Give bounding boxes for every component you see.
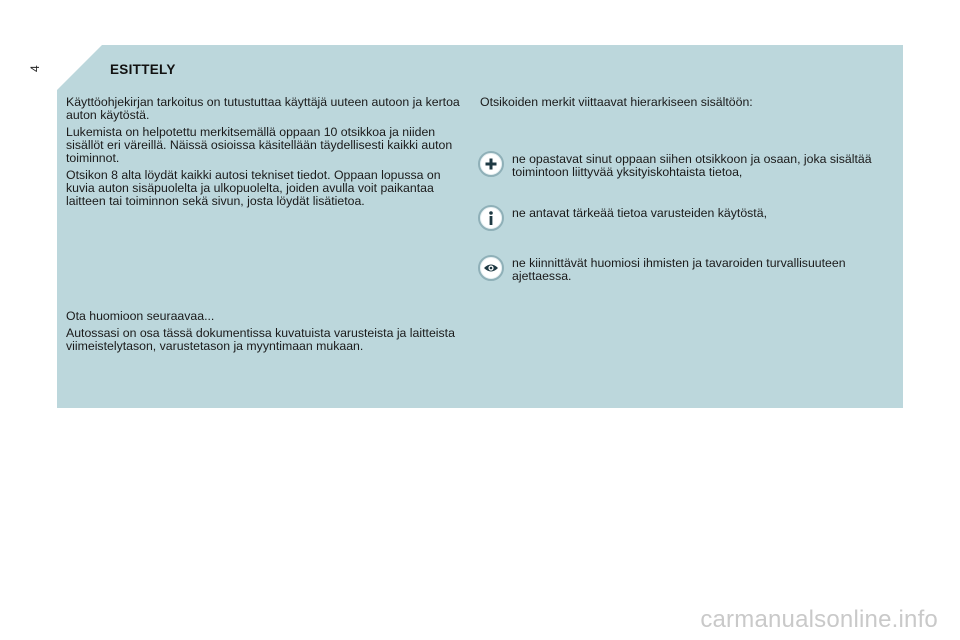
eye-icon xyxy=(478,255,504,281)
page-number: 4 xyxy=(28,65,42,72)
paragraph-purpose: Käyttöohjekirjan tarkoitus on tutustuttaa käyttäjä uuteen autoon ja kertoa auton käytöstä. xyxy=(66,95,460,122)
legend-item-eye xyxy=(478,256,898,283)
legend-text-info: ne antavat tärkeää tietoa varusteiden käytöstä, xyxy=(512,206,767,220)
legend-text-plus: ne opastavat sinut oppaan siihen otsikkoon ja osaan, joka sisältää toimintoon liittyvää yksityiskohtaista tietoa, xyxy=(512,152,872,179)
section-title: ESITTELY xyxy=(110,62,176,77)
legend-item-plus xyxy=(478,152,898,179)
note-text: Autossasi on osa tässä dokumentissa kuvatuista varusteista ja laitteista viimeistelytason, varustetason ja myyntimaan mukaan. xyxy=(66,326,455,353)
plus-icon xyxy=(478,151,504,177)
watermark: carmanualsonline.info xyxy=(700,606,938,633)
paragraph-technical: Otsikon 8 alta löydät kaikki autosi tekniset tiedot. Oppaan lopussa on kuvia auton sisäpuolelta ja ulkopuolelta, joiden avulla voit paikantaa laitteen tai toiminnon sekä sivun, josta löydät lisätietoa. xyxy=(66,168,441,208)
legend-text-eye: ne kiinnittävät huomiosi ihmisten ja tavaroiden turvallisuuteen ajettaessa. xyxy=(512,256,846,283)
info-icon xyxy=(478,205,504,231)
legend-intro: Otsikoiden merkit viittaavat hierarkiseen sisältöön: xyxy=(480,95,753,109)
left-column xyxy=(66,96,466,212)
note-block xyxy=(66,310,466,357)
legend-item-info xyxy=(478,206,898,231)
paragraph-colors: Lukemista on helpotettu merkitsemällä oppaan 10 otsikkoa ja niiden sisällöt eri väreillä. Näissä osioissa käsitellään täydellisesti kaikki auton toiminnot. xyxy=(66,125,453,165)
note-heading: Ota huomioon seuraavaa... xyxy=(66,309,215,323)
